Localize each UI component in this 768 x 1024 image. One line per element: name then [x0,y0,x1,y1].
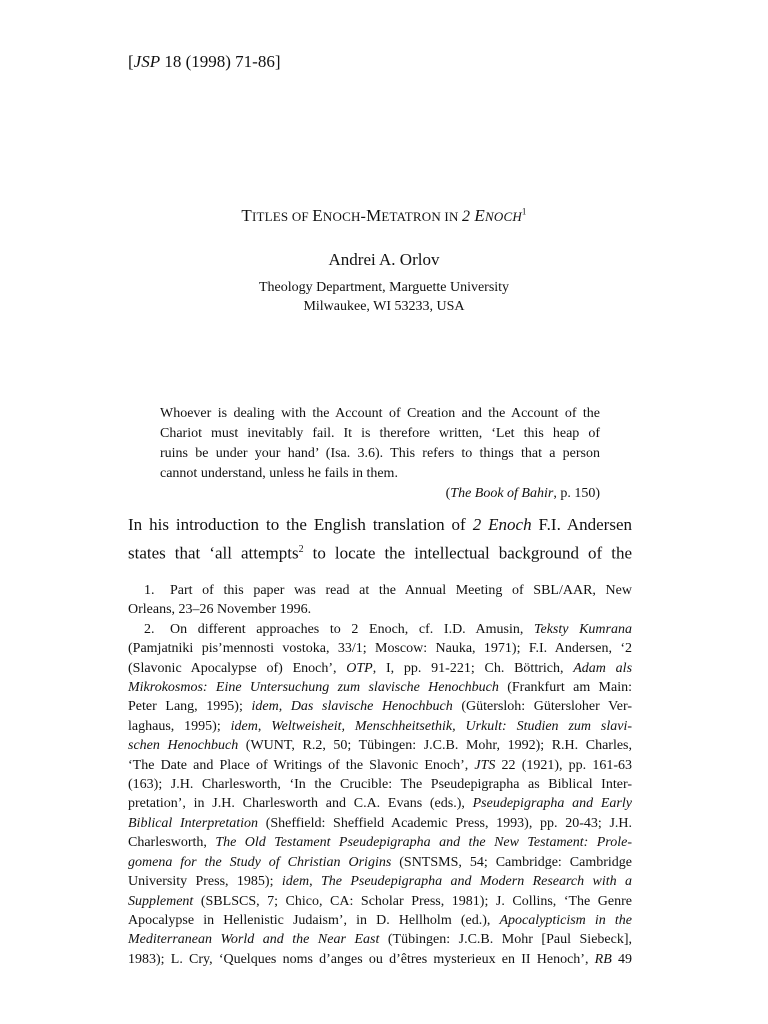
title-footnote-mark: 1 [521,206,527,217]
affiliation-line-2: Milwaukee, WI 53233, USA [303,299,465,314]
affiliation-line-1: Theology Department, Marguette University [258,280,510,295]
epigraph-citation: (The Book of Bahir, p. 150) [445,486,600,501]
intro-text: F.I. Andersen [531,515,632,534]
epigraph-source-page: , p. 150) [553,486,600,501]
epigraph [160,404,600,504]
footnotes [128,581,632,969]
intro-text: to locate the intellectual background of the [303,543,632,563]
epigraph-line: cannot understand, unless he fails in them. [160,466,398,481]
footnote-text: Part of this paper was read at the Annual Meeting of SBL/AAR, New [170,583,632,598]
intro-text: states that ‘all attempts [128,543,299,563]
epigraph-line: Whoever is dealing with the Account of Creation and the Account of the [160,406,600,421]
journal-citation-header: [JSP 18 (1998) 71-86] [128,52,281,71]
epigraph-line: ruins be under your hand’ (Isa. 3.6). This refers to things that a person [160,446,600,461]
journal-volume: 18 (1998) 71-86 [164,52,275,71]
footnote-2: 2. On different approaches to 2 Enoch, cf. I.D. Amusin, Teksty Kumrana (Pamjatniki pis’mennosti vostoka, 33/1; Moscow: Nauka, 1971); F.I. Andersen, ‘2 (Slavonic Apocalypse of) Enoch’, OTP, I, pp. 91-221; Ch. Böttrich, Adam als Mikrokosmos: Eine Untersuchung zum slavische Henochbuch (Frankfurt am Main: Peter Lang, 1995); idem, Das slavische Henochbuch (Gütersloh: Gütersloher Ver- laghaus, 1995); idem, Weltweisheit, Menschheitsethik, Urkult: Studien zum slavi- schen Henochbuch (WUNT, R.2, 50; Tübingen: J.C.B. Mohr, 1992); R.H. Charles, ‘The Date and Place of Writings of the Slavonic Enoch’, JTS 22 (1921), pp. 161-63 (163); J.H. Charlesworth, ‘In the Crucible: The Pseudepigrapha as Biblical Inter- pretation’, in J.H. Charlesworth and C.A. Evans (eds.), Pseudepigrapha and Early Biblical Interpretation (Sheffield: Sheffield Academic Press, 1993), pp. 20-43; J.H. Charlesworth, The Old Testament Pseudepigrapha and the New Testament: Prole- gomena for the Study of Christian Origins (SNTSMS, 54; Cambridge: Cambridge University Press, 1985); idem, The Pseudepigrapha and Modern Research with a Supplement (SBLSCS, 7; Chico, CA: Scholar Press, 1981); J. Collins, ‘The Genre Apocalypse in Hellenistic Judaism’, in D. Hellholm (ed.), Apocalypticism in the Mediterranean World and the Near East (Tübingen: J.C.B. Mohr [Paul Siebeck], 1983); L. Cry, ‘Quelques noms d’anges ou d’êtres mysterieux en II Henoch’, RB 49 [128,621,633,967]
footnote-1 [128,581,632,620]
author-name: Andrei A. Orlov [328,250,440,269]
intro-work-title: 2 Enoch [472,515,532,534]
footnote-mark: 2 [298,544,304,555]
epigraph-line: Chariot must inevitably fail. It is therefore written, ‘Let this heap of [160,426,600,441]
footnote-number: 2. [144,621,155,637]
intro-text: In his introduction to the English translation of [128,515,473,534]
intro-line-2 [128,537,632,566]
footnote-text: Orleans, 23–26 November 1996. [128,602,312,618]
article-title: TITLES OF ENOCH-METATRON IN 2 ENOCH$^1$ [241,206,527,225]
footnote-number: 1. [144,583,155,598]
intro-paragraph [128,512,632,566]
epigraph-source-title: The Book of Bahir [450,486,554,501]
journal-abbrev: JSP [133,52,161,71]
intro-line-1 [128,512,632,537]
